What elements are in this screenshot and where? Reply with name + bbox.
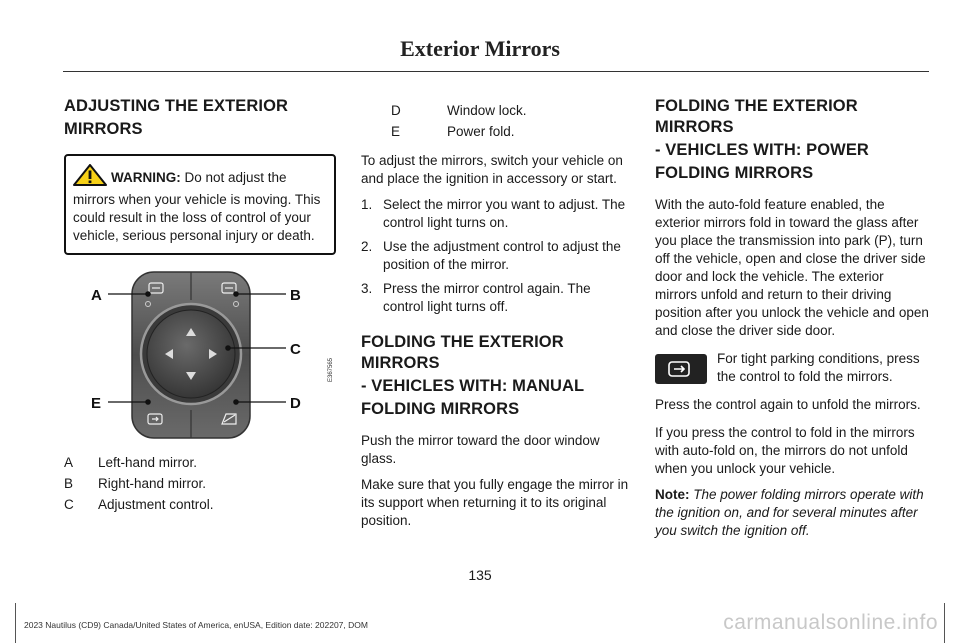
section-heading-power-folding: FOLDING THE EXTERIOR MIRRORS - VEHICLES WITH: POWER FOLDING MIRRORS (655, 97, 869, 182)
footer-edition: 2023 Nautilus (CD9) Canada/United States of America, enUSA, Edition date: 202207, DOM (24, 620, 368, 630)
manual-fold-para1: Push the mirror toward the door window glass. (361, 433, 600, 466)
column-right (655, 96, 929, 540)
warning-triangle-icon (73, 164, 107, 191)
power-fold-note: Note: The power folding mirrors operate with the ignition on, and for several minutes after you switch the ignition off. (655, 487, 924, 538)
watermark: carmanualsonline.info (723, 611, 938, 634)
callout-c: C (290, 341, 301, 358)
legend-list-continued (361, 100, 633, 142)
fold-control-text2: Press the control again to unfold the mirrors. (655, 397, 921, 412)
warning-label: WARNING: (111, 170, 181, 185)
power-fold-para2: If you press the control to fold in the mirrors with auto-fold on, the mirrors do not unfold when you unlock your vehicle. (655, 425, 915, 476)
power-fold-para1: With the auto-fold feature enabled, the exterior mirrors fold in toward the glass after you place the transmission into park (P), turn off the vehicle, open and close the driver side door and lock the vehicle. The exterior mirrors unfold and return to their driving position after you unlock the vehicle and open and close the driver side door. (655, 197, 929, 338)
manual-fold-para2: Make sure that you fully engage the mirror in its support when returning it to its original position. (361, 477, 629, 528)
title-divider (63, 71, 929, 72)
mirror-control-diagram (64, 270, 336, 440)
crop-mark-right (944, 603, 960, 643)
callout-a: A (91, 287, 102, 304)
page-number: 135 (468, 567, 492, 583)
warning-text: Do not adjust the mirrors when your vehicle is moving. This could result in the loss of control of your vehicle, serious personal injury or death. (73, 170, 321, 243)
callout-e: E (91, 395, 102, 412)
step-item: 1. Select the mirror you want to adjust. The control light turns on. (361, 197, 626, 230)
legend-row: A Left-hand mirror. (64, 454, 198, 470)
adjust-steps (361, 196, 633, 316)
section-heading-manual-folding: FOLDING THE EXTERIOR MIRRORS - VEHICLES WITH: MANUAL FOLDING MIRRORS (361, 333, 585, 418)
page-title: Exterior Mirrors (400, 36, 560, 61)
legend-row: B Right-hand mirror. (64, 475, 207, 491)
step-item: 2. Use the adjustment control to adjust the position of the mirror. (361, 239, 621, 272)
fold-control-text1: For tight parking conditions, press the control to fold the mirrors. (717, 351, 920, 384)
fold-control-block (655, 350, 929, 414)
callout-b: B (290, 287, 301, 304)
legend-row: D Window lock. (391, 102, 527, 118)
warning-box (64, 154, 336, 255)
legend-row: E Power fold. (391, 123, 515, 139)
adjustment-knob (147, 310, 235, 398)
mirror-control-illustration (64, 270, 336, 440)
column-left (64, 96, 336, 515)
crop-mark-left (0, 603, 16, 643)
legend-list (64, 452, 336, 515)
image-code: E367565 (328, 357, 334, 382)
legend-row: C Adjustment control. (64, 496, 214, 512)
column-middle (361, 96, 633, 530)
callout-d: D (290, 395, 301, 412)
step-item: 3. Press the mirror control again. The control light turns off. (361, 281, 591, 314)
fold-control-icon (655, 354, 707, 384)
section-heading-adjusting: ADJUSTING THE EXTERIOR MIRRORS (64, 97, 289, 138)
adjust-intro: To adjust the mirrors, switch your vehicle on and place the ignition in accessory or start. (361, 153, 623, 186)
